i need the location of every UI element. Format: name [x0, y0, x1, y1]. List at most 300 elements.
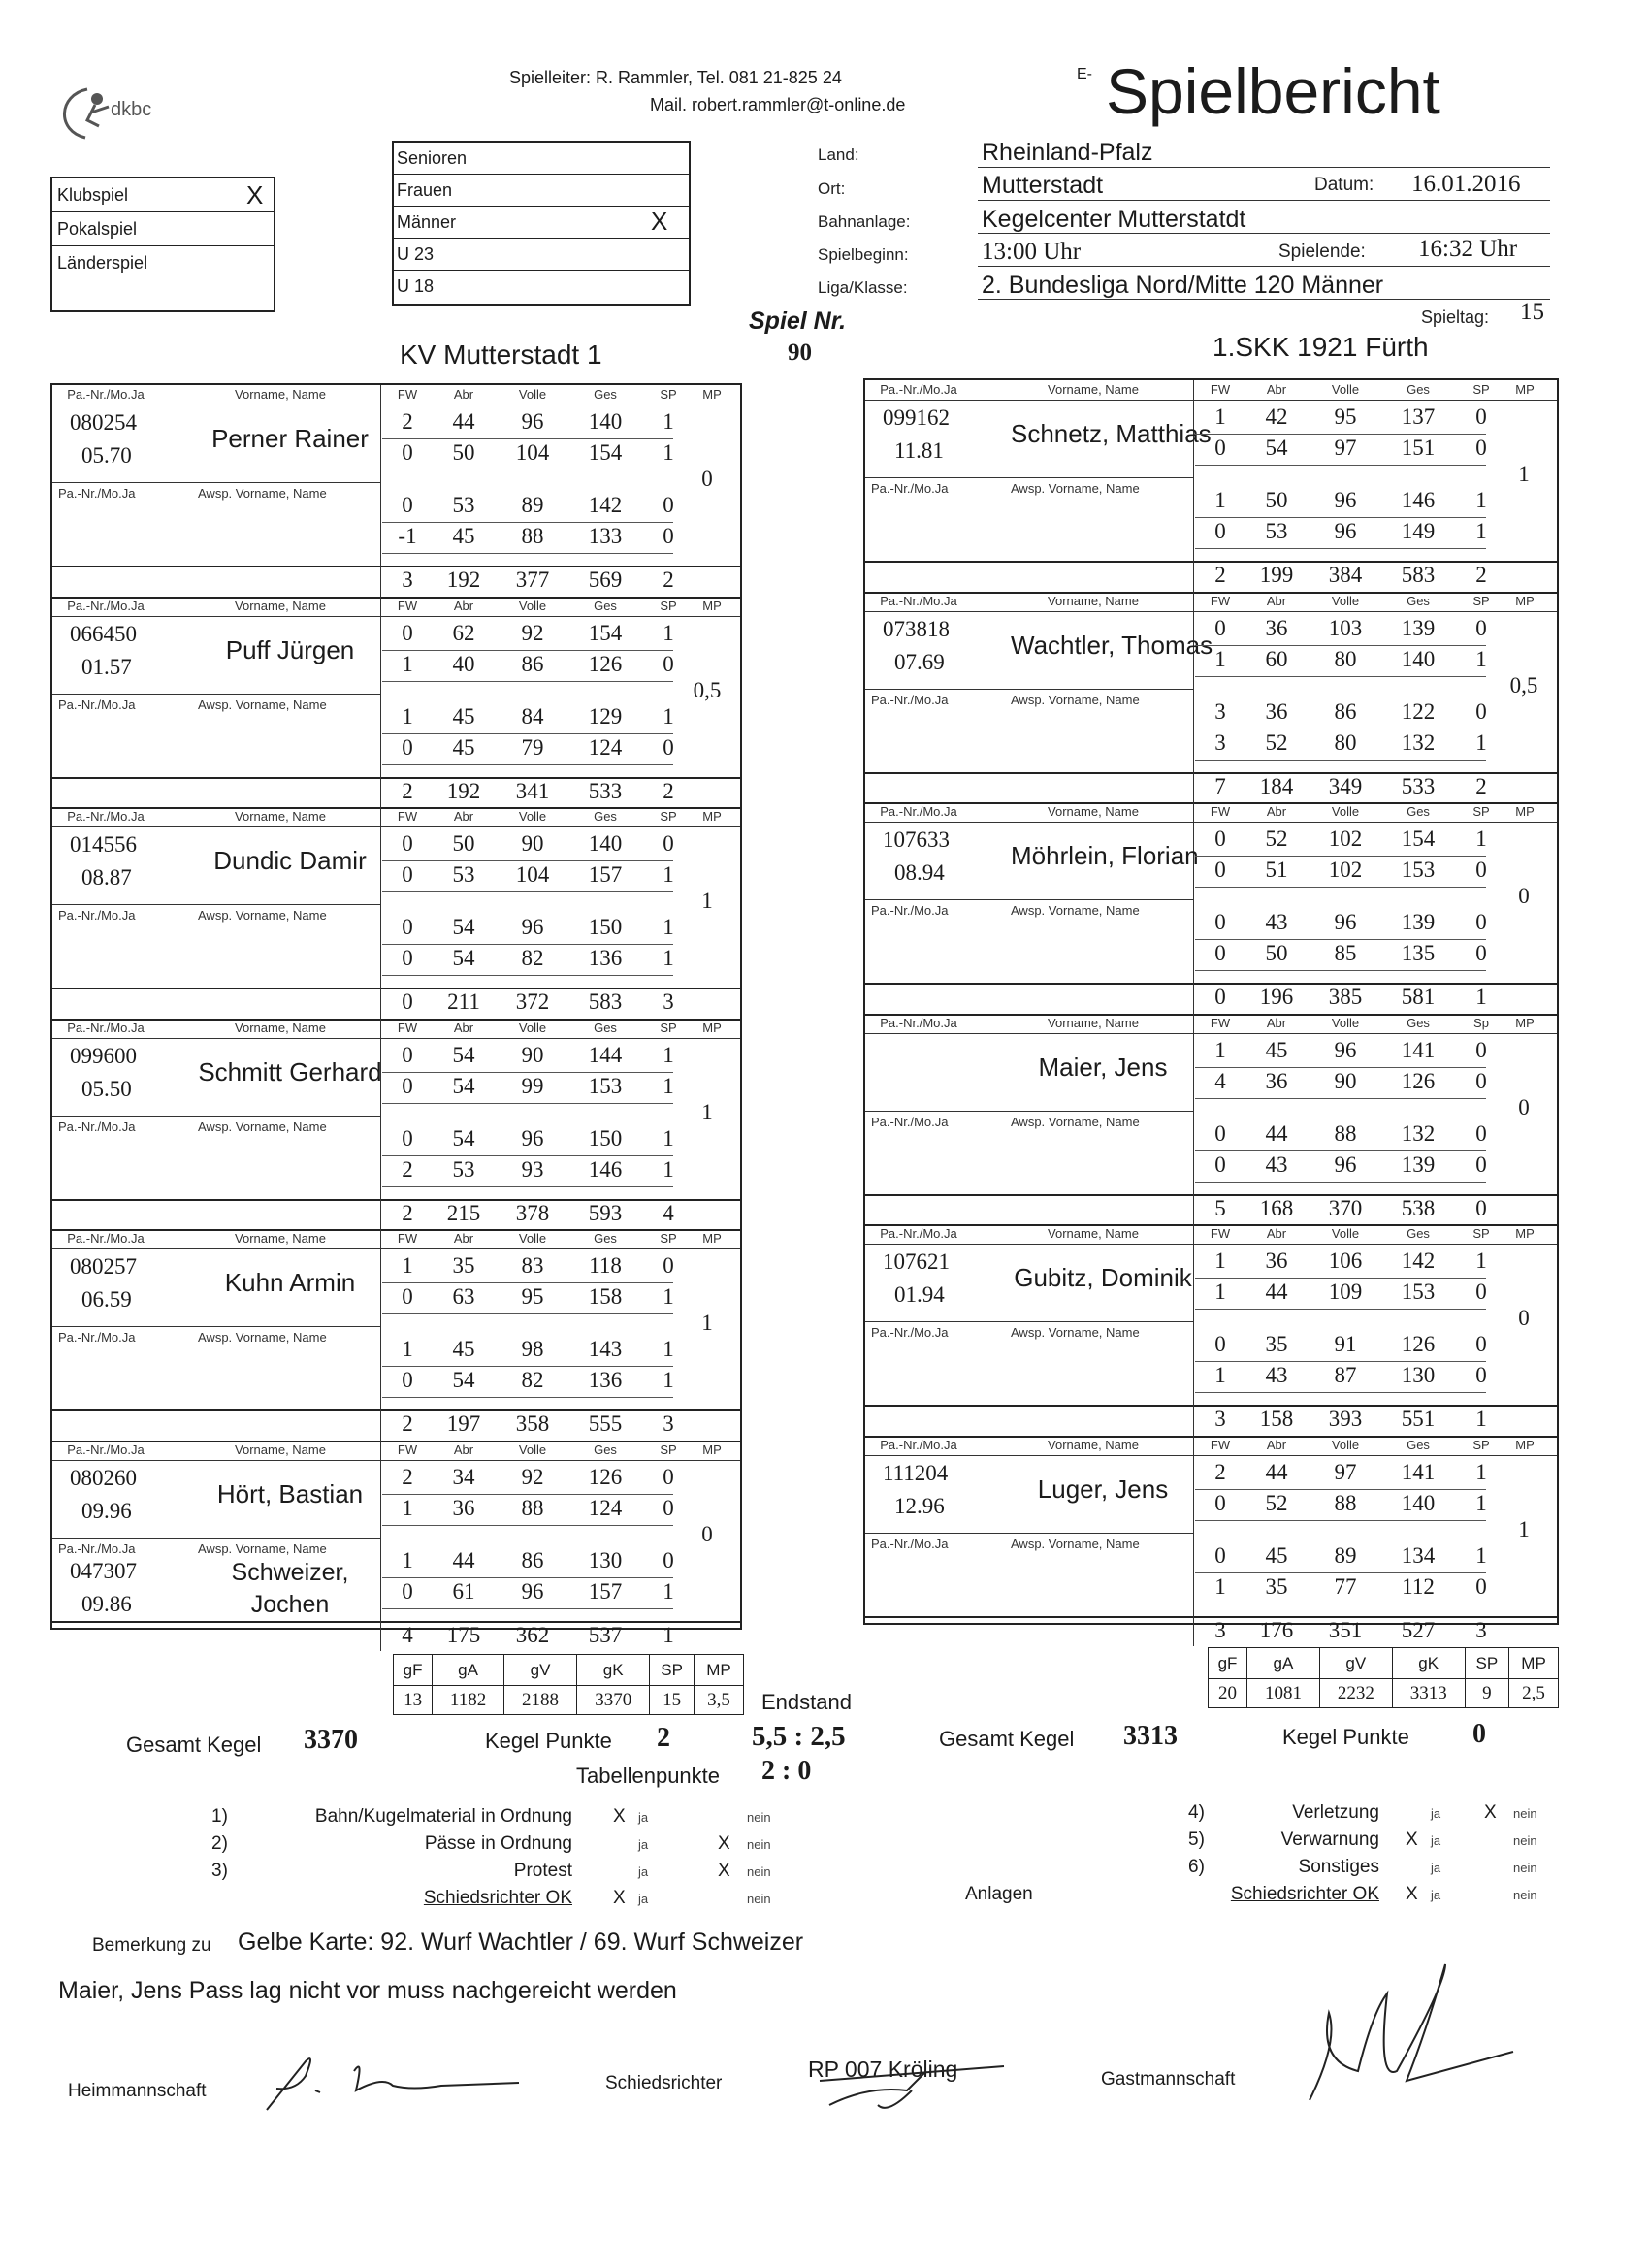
col-header-ges: Ges — [594, 598, 617, 613]
name-header: Vorname, Name — [235, 387, 326, 402]
score-volle: 92 — [521, 620, 544, 645]
check-label: Schiedsrichter OK — [1230, 1884, 1379, 1904]
pa-nr-header: Pa.-Nr./Mo.Ja — [67, 598, 145, 613]
total-volle: 384 — [1328, 563, 1363, 587]
check-ja-mark: X — [1406, 1884, 1418, 1904]
home-players-table — [50, 383, 742, 1647]
score-ges: 158 — [588, 1284, 623, 1309]
name-header: Vorname, Name — [235, 1020, 326, 1035]
col-header-abr: Abr — [453, 809, 474, 824]
score-fw: 0 — [402, 1578, 413, 1604]
check-nein-label: nein — [747, 1837, 771, 1852]
col-header-ges: Ges — [594, 1020, 617, 1035]
score-abr: 35 — [1265, 1332, 1288, 1356]
beginn-value: 13:00 Uhr — [982, 239, 1082, 265]
score-volle: 84 — [521, 703, 544, 729]
col-header-fw: FW — [1210, 1015, 1231, 1030]
score-sp: 1 — [663, 1578, 674, 1604]
col-header-volle: Volle — [1331, 1015, 1360, 1030]
sub-pass-nr: 047307 — [70, 1558, 137, 1583]
score-sp: 1 — [1475, 729, 1487, 755]
player-block — [865, 1436, 1557, 1647]
score-sp: 1 — [663, 946, 674, 970]
player-birth: 08.87 — [81, 865, 132, 890]
col-header-volle: Volle — [518, 809, 547, 824]
score-abr: 53 — [452, 1156, 475, 1182]
check-num: 4) — [1188, 1802, 1205, 1823]
score-abr: 45 — [452, 1337, 475, 1361]
guest-sum-table — [1208, 1647, 1559, 1708]
score-fw: 1 — [402, 651, 413, 676]
name-header: Vorname, Name — [235, 1442, 326, 1457]
score-volle: 88 — [521, 524, 544, 548]
player-pass-nr: 107621 — [883, 1249, 950, 1274]
score-fw: 1 — [402, 703, 413, 729]
player-birth: 05.70 — [81, 443, 132, 468]
player-name: Schmitt Gerhard — [198, 1056, 382, 1086]
bahn-label: Bahnanlage: — [818, 212, 911, 231]
score-volle: 109 — [1328, 1280, 1363, 1304]
col-header-mp: MP — [702, 1231, 722, 1246]
col-header-volle: Volle — [1331, 1226, 1360, 1241]
player-pass-nr: 080254 — [70, 410, 137, 435]
score-sp: 0 — [1475, 615, 1487, 640]
player-name: Möhrlein, Florian — [1011, 841, 1199, 870]
sum-value: 1182 — [433, 1686, 504, 1715]
sum-header: SP — [650, 1655, 695, 1686]
score-fw: 0 — [402, 831, 413, 856]
score-sp: 0 — [663, 524, 674, 548]
pa-nr-header: Pa.-Nr./Mo.Ja — [880, 1015, 957, 1030]
total-sp: 0 — [1475, 1195, 1487, 1220]
col-header-fw: FW — [1210, 1437, 1231, 1452]
sum-header: gA — [1247, 1648, 1320, 1679]
col-header-fw: FW — [1210, 804, 1231, 819]
player-mp: 1 — [701, 889, 713, 913]
home-punkte-value: 2 — [657, 1723, 670, 1753]
pa-nr-sub-header: Pa.-Nr./Mo.Ja — [58, 1330, 136, 1345]
sum-header: gK — [1392, 1648, 1465, 1679]
score-fw: 0 — [402, 915, 413, 939]
total-fw: 2 — [402, 1411, 413, 1436]
score-volle: 96 — [1334, 488, 1357, 512]
awsp-header: Awsp. Vorname, Name — [198, 1540, 327, 1556]
name-header: Vorname, Name — [235, 809, 326, 824]
player-birth: 01.94 — [894, 1282, 945, 1307]
pa-nr-sub-header: Pa.-Nr./Mo.Ja — [58, 1118, 136, 1134]
player-birth: 11.81 — [894, 438, 944, 463]
score-abr: 43 — [1265, 1363, 1288, 1387]
score-volle: 86 — [521, 651, 544, 676]
score-ges: 134 — [1401, 1542, 1436, 1568]
score-abr: 53 — [452, 862, 475, 887]
ort-label: Ort: — [818, 179, 846, 198]
bahn-value: Kegelcenter Mutterstatdt — [982, 206, 1246, 233]
score-volle: 96 — [1334, 519, 1357, 543]
score-volle: 96 — [1334, 1037, 1357, 1062]
col-header-volle: Volle — [518, 1231, 547, 1246]
score-sp: 0 — [663, 493, 674, 517]
player-mp: 0 — [1518, 1094, 1530, 1119]
score-volle: 88 — [1334, 1490, 1357, 1515]
score-volle: 85 — [1334, 941, 1357, 965]
score-abr: 54 — [1265, 436, 1288, 460]
col-header-abr: Abr — [1266, 1437, 1287, 1452]
score-sp: 0 — [663, 831, 674, 856]
score-fw: 1 — [1214, 1248, 1226, 1273]
score-abr: 35 — [452, 1253, 475, 1278]
score-abr: 44 — [1265, 1280, 1288, 1304]
category-label: Männer — [397, 212, 457, 232]
col-header-sp: Sp — [1473, 1015, 1489, 1030]
score-sp: 1 — [1475, 1542, 1487, 1568]
category-row — [394, 143, 689, 175]
awsp-header: Awsp. Vorname, Name — [198, 1330, 327, 1345]
col-header-ges: Ges — [1406, 382, 1430, 397]
total-ges: 581 — [1401, 985, 1436, 1009]
check-ja-label: ja — [1431, 1806, 1441, 1821]
dkbc-logo — [48, 78, 175, 146]
score-abr: 51 — [1265, 858, 1288, 882]
total-sp: 2 — [663, 567, 674, 592]
total-ges: 533 — [588, 778, 623, 803]
score-fw: 0 — [1214, 910, 1226, 934]
col-header-sp: SP — [1472, 1226, 1490, 1241]
total-sp: 2 — [1475, 773, 1487, 798]
check-nein-label: nein — [747, 1864, 771, 1879]
player-birth: 09.96 — [81, 1498, 132, 1523]
player-birth: 01.57 — [81, 654, 132, 679]
total-ges: 593 — [588, 1200, 623, 1225]
check-label: Verletzung — [1292, 1802, 1379, 1823]
category-label: Senioren — [397, 148, 468, 168]
col-header-mp: MP — [1515, 1015, 1535, 1030]
category-mark: X — [651, 207, 668, 236]
total-sp: 3 — [663, 1411, 674, 1436]
player-pass-nr: 111204 — [883, 1460, 949, 1485]
score-sp: 1 — [663, 1284, 674, 1309]
player-block — [52, 1229, 740, 1441]
beginn-label: Spielbeginn: — [818, 245, 909, 264]
total-volle: 341 — [515, 778, 550, 803]
col-header-ges: Ges — [1406, 1226, 1430, 1241]
score-volle: 95 — [1334, 405, 1357, 429]
check-nein-label: nein — [747, 1810, 771, 1825]
col-header-fw: FW — [397, 1231, 418, 1246]
total-sp: 4 — [663, 1200, 674, 1225]
col-header-abr: Abr — [1266, 593, 1287, 608]
total-sp: 1 — [1475, 985, 1487, 1009]
score-fw: 0 — [402, 493, 413, 517]
total-ges: 537 — [588, 1622, 623, 1647]
pa-nr-header: Pa.-Nr./Mo.Ja — [67, 1231, 145, 1246]
check-num: 1) — [211, 1806, 228, 1827]
tabellen-label: Tabellenpunkte — [576, 1764, 721, 1788]
check-nein-mark: X — [718, 1833, 730, 1854]
score-ges: 136 — [588, 946, 623, 970]
score-volle: 104 — [515, 440, 550, 465]
awsp-header: Awsp. Vorname, Name — [198, 486, 327, 501]
player-name: Hört, Bastian — [216, 1478, 364, 1508]
score-fw: 0 — [1214, 1120, 1226, 1146]
score-fw: 0 — [1214, 858, 1226, 882]
col-header-fw: FW — [397, 598, 418, 613]
endstand-label: Endstand — [761, 1690, 852, 1714]
player-block — [52, 597, 740, 808]
score-fw: 1 — [402, 1495, 413, 1520]
score-volle: 79 — [521, 734, 544, 760]
check-nein-label: nein — [747, 1892, 771, 1906]
score-ges: 140 — [588, 409, 623, 434]
score-fw: 0 — [1214, 436, 1226, 460]
score-volle: 90 — [521, 831, 544, 856]
land-value: Rheinland-Pfalz — [982, 139, 1153, 166]
score-volle: 96 — [521, 1125, 544, 1150]
score-ges: 143 — [588, 1337, 623, 1361]
score-volle: 103 — [1328, 615, 1363, 640]
heim-label: Heimmannschaft — [68, 2081, 207, 2101]
check-label: Bahn/Kugelmaterial in Ordnung — [314, 1806, 572, 1827]
sum-value: 9 — [1465, 1679, 1508, 1708]
score-ges: 126 — [588, 1464, 623, 1489]
col-header-ges: Ges — [594, 1231, 617, 1246]
sum-value: 2,5 — [1509, 1679, 1559, 1708]
player-name: Luger, Jens — [1037, 1474, 1169, 1504]
col-header-mp: MP — [702, 1442, 722, 1457]
score-ges: 141 — [1401, 1037, 1436, 1062]
datum-label: Datum: — [1314, 175, 1374, 195]
score-abr: 60 — [1265, 646, 1288, 671]
remarks-line2: Maier, Jens Pass lag nicht vor muss nachgereicht werden — [58, 1977, 677, 2004]
score-fw: 0 — [1214, 1542, 1226, 1568]
score-volle: 90 — [521, 1042, 544, 1067]
total-abr: 158 — [1259, 1407, 1294, 1431]
sum-header: MP — [694, 1655, 743, 1686]
score-sp: 0 — [1475, 698, 1487, 724]
col-header-mp: MP — [1515, 804, 1535, 819]
player-name: Perner Rainer — [211, 424, 369, 453]
ende-label: Spielende: — [1278, 242, 1366, 262]
category-label: U 18 — [397, 276, 435, 296]
guest-punkte-label: Kegel Punkte — [1282, 1725, 1409, 1749]
score-volle: 88 — [1334, 1120, 1357, 1146]
sum-header: gA — [433, 1655, 504, 1686]
col-header-ges: Ges — [1406, 593, 1430, 608]
pa-nr-sub-header: Pa.-Nr./Mo.Ja — [871, 481, 949, 496]
home-team-name: KV Mutterstadt 1 — [400, 340, 602, 370]
player-mp: 1 — [701, 1099, 713, 1124]
name-header: Vorname, Name — [1048, 804, 1139, 819]
awsp-header: Awsp. Vorname, Name — [198, 1118, 327, 1134]
player-birth: 07.69 — [894, 649, 945, 674]
score-sp: 0 — [1475, 1363, 1487, 1387]
col-header-sp: SP — [660, 1231, 677, 1246]
player-mp: 0,5 — [1509, 672, 1538, 697]
pa-nr-sub-header: Pa.-Nr./Mo.Ja — [871, 903, 949, 918]
score-sp: 1 — [663, 409, 674, 434]
score-fw: 0 — [402, 1125, 413, 1150]
pa-nr-sub-header: Pa.-Nr./Mo.Ja — [871, 692, 949, 707]
score-volle: 96 — [1334, 1151, 1357, 1177]
total-fw: 3 — [402, 567, 413, 592]
sum-header: gF — [394, 1655, 433, 1686]
score-volle: 97 — [1334, 436, 1357, 460]
col-header-abr: Abr — [1266, 1015, 1287, 1030]
score-ges: 124 — [588, 734, 623, 760]
total-volle: 372 — [515, 989, 550, 1014]
score-fw: 2 — [402, 1464, 413, 1489]
score-ges: 153 — [588, 1073, 623, 1098]
pa-nr-header: Pa.-Nr./Mo.Ja — [880, 1226, 957, 1241]
game-type-label: Länderspiel — [57, 253, 148, 273]
score-fw: -1 — [398, 524, 417, 548]
sum-value: 1081 — [1247, 1679, 1320, 1708]
spieltag-value: 15 — [1520, 299, 1544, 325]
pa-nr-sub-header: Pa.-Nr./Mo.Ja — [58, 1540, 136, 1556]
player-birth: 05.50 — [81, 1076, 132, 1101]
score-fw: 3 — [1214, 729, 1226, 755]
check-label: Pässe in Ordnung — [424, 1833, 572, 1854]
score-sp: 0 — [1475, 405, 1487, 429]
player-birth: 12.96 — [894, 1493, 945, 1518]
col-header-fw: FW — [1210, 382, 1231, 397]
pa-nr-header: Pa.-Nr./Mo.Ja — [67, 1442, 145, 1457]
col-header-sp: SP — [660, 387, 677, 402]
col-header-volle: Volle — [1331, 382, 1360, 397]
check-label: Sonstiges — [1298, 1857, 1379, 1877]
score-ges: 130 — [588, 1547, 623, 1572]
category-label: U 23 — [397, 244, 435, 264]
leader-line: Spielleiter: R. Rammler, Tel. 081 21-825 24 — [509, 68, 842, 87]
score-fw: 0 — [1214, 941, 1226, 965]
e-prefix: E- — [1077, 66, 1092, 82]
col-header-mp: MP — [702, 598, 722, 613]
sum-header: SP — [1465, 1648, 1508, 1679]
col-header-abr: Abr — [453, 598, 474, 613]
score-ges: 144 — [588, 1042, 623, 1067]
col-header-abr: Abr — [453, 1020, 474, 1035]
score-volle: 86 — [521, 1547, 544, 1572]
player-mp: 0 — [701, 467, 713, 491]
score-fw: 0 — [1214, 1490, 1226, 1515]
score-abr: 44 — [452, 409, 475, 434]
score-abr: 53 — [452, 493, 475, 517]
score-fw: 1 — [1214, 488, 1226, 512]
land-label: Land: — [818, 146, 859, 164]
player-mp: 1 — [701, 1311, 713, 1335]
awsp-header: Awsp. Vorname, Name — [1011, 481, 1140, 496]
col-header-ges: Ges — [594, 387, 617, 402]
col-header-mp: MP — [702, 1020, 722, 1035]
check-nein-label: nein — [1513, 1861, 1537, 1875]
col-header-sp: SP — [660, 1020, 677, 1035]
player-mp: 0,5 — [693, 677, 722, 702]
score-ges: 154 — [588, 620, 623, 645]
col-header-ges: Ges — [594, 1442, 617, 1457]
sum-header: gK — [577, 1655, 650, 1686]
col-header-volle: Volle — [1331, 804, 1360, 819]
player-birth: 06.59 — [81, 1287, 132, 1312]
score-abr: 45 — [452, 524, 475, 548]
player-pass-nr: 080260 — [70, 1465, 137, 1490]
sum-value: 20 — [1209, 1679, 1247, 1708]
score-fw: 0 — [1214, 1332, 1226, 1356]
score-sp: 1 — [1475, 646, 1487, 671]
remarks-line1: Gelbe Karte: 92. Wurf Wachtler / 69. Wurf Schweizer — [238, 1928, 804, 1956]
score-abr: 53 — [1265, 519, 1288, 543]
score-ges: 146 — [588, 1156, 623, 1182]
category-box — [392, 141, 691, 306]
ende-value: 16:32 Uhr — [1418, 236, 1518, 262]
score-fw: 1 — [402, 1547, 413, 1572]
player-mp: 1 — [1518, 1516, 1530, 1541]
score-abr: 36 — [1265, 1248, 1288, 1273]
score-volle: 95 — [521, 1284, 544, 1309]
score-ges: 140 — [588, 831, 623, 856]
check-ja-label: ja — [1431, 1833, 1441, 1848]
score-sp: 1 — [663, 1368, 674, 1392]
total-fw: 0 — [402, 989, 413, 1014]
check-ja-label: ja — [638, 1892, 649, 1906]
check-num: 3) — [211, 1861, 228, 1881]
player-pass-nr: 080257 — [70, 1254, 137, 1279]
score-sp: 0 — [663, 651, 674, 676]
score-abr: 42 — [1265, 405, 1288, 429]
sum-header: gF — [1209, 1648, 1247, 1679]
player-name: Schnetz, Matthias — [1011, 419, 1212, 448]
col-header-volle: Volle — [518, 1020, 547, 1035]
score-ges: 157 — [588, 862, 623, 887]
score-sp: 1 — [663, 1125, 674, 1150]
score-sp: 1 — [663, 703, 674, 729]
score-abr: 36 — [452, 1495, 475, 1520]
check-label: Protest — [513, 1861, 572, 1881]
score-fw: 0 — [1214, 826, 1226, 851]
col-header-abr: Abr — [1266, 382, 1287, 397]
score-abr: 61 — [452, 1578, 475, 1604]
pa-nr-header: Pa.-Nr./Mo.Ja — [67, 1020, 145, 1035]
col-header-fw: FW — [397, 387, 418, 402]
score-abr: 63 — [452, 1284, 475, 1309]
score-sp: 0 — [1475, 1120, 1487, 1146]
col-header-abr: Abr — [453, 1442, 474, 1457]
col-header-fw: FW — [397, 1020, 418, 1035]
score-volle: 96 — [521, 409, 544, 434]
guest-gesamt-label: Gesamt Kegel — [939, 1727, 1075, 1751]
score-sp: 0 — [1475, 1037, 1487, 1062]
total-abr: 175 — [446, 1622, 481, 1647]
col-header-fw: FW — [1210, 1226, 1231, 1241]
score-ges: 126 — [588, 651, 623, 676]
game-type-label: Pokalspiel — [57, 219, 138, 239]
score-ges: 154 — [588, 440, 623, 465]
category-row — [394, 207, 689, 239]
pa-nr-header: Pa.-Nr./Mo.Ja — [880, 1437, 957, 1452]
player-block — [865, 802, 1557, 1014]
score-sp: 0 — [1475, 1280, 1487, 1304]
score-sp: 0 — [1475, 910, 1487, 934]
score-sp: 1 — [663, 862, 674, 887]
category-row — [394, 271, 689, 303]
total-sp: 2 — [1475, 563, 1487, 587]
total-ges: 538 — [1401, 1195, 1436, 1220]
liga-label: Liga/Klasse: — [818, 278, 908, 297]
player-pass-nr: 107633 — [883, 827, 950, 852]
check-num: 6) — [1188, 1857, 1205, 1877]
home-punkte-label: Kegel Punkte — [485, 1729, 612, 1753]
sum-value: 15 — [650, 1686, 695, 1715]
check-ja-mark: X — [1406, 1830, 1418, 1850]
